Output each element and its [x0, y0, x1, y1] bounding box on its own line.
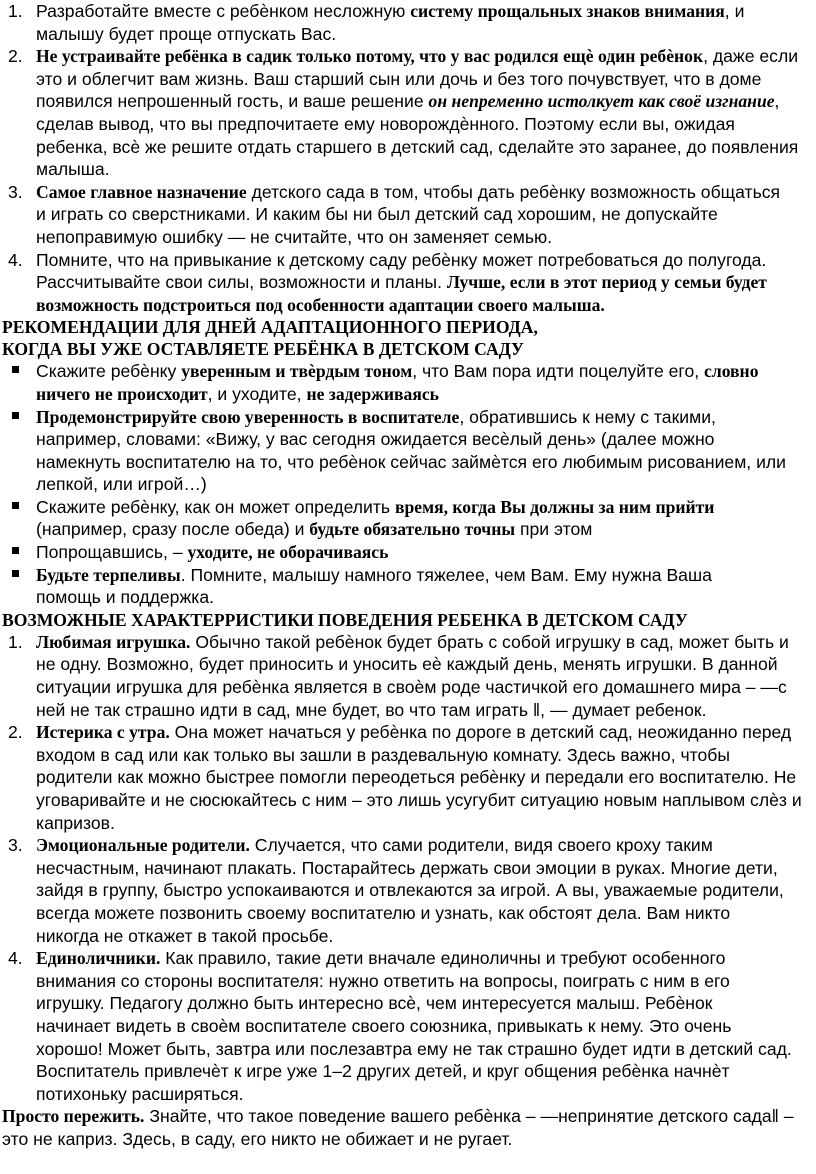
list-number: 1. — [8, 631, 23, 652]
bullet-text — [36, 541, 796, 564]
text-run: Знайте, что такое поведение вашего ребѐнка – ―непринятие детского сада‖ – это не каприз. Здесь, в саду, его никто не обижает и не ругает. — [2, 1106, 794, 1149]
list-item — [0, 249, 816, 317]
emphasis-text: Эмоциональные родители. — [36, 835, 250, 856]
text-run: , что Вам пора идти поцелуйте его, — [412, 361, 705, 382]
text-run: Обычно такой ребѐнок будет брать с собой игрушку в сад, может быть и не одну. Возможно, будет приносить и уносить еѐ каждый день, менять игрушки. В данной ситуации игрушка для ребѐнка является в своѐм роде частичкой его домашнего мира – ―с ней не так страшно идти в сад, мне будет, во что там играть ‖, ― думает ребенок. — [36, 631, 789, 720]
emphasis-text: уходите, не оборачиваясь — [187, 542, 389, 563]
list-number: 1. — [8, 1, 23, 21]
text-run: Помните, что на привыкание к детскому саду ребѐнку может потребоваться до полугода. Рассчитывайте свои силы, возможности и планы. — [36, 249, 767, 293]
bullet-item — [0, 496, 816, 541]
emphasis-text: Продемонстрируйте свою уверенность в воспитателе — [36, 406, 460, 427]
text-run: , и уходите, — [207, 383, 307, 404]
text-run: Разработайте вместе с ребѐнком несложную — [36, 1, 411, 21]
emphasis-text: Самое главное назначение — [36, 181, 247, 202]
list-number: 4. — [8, 249, 23, 270]
section-heading-recommendations — [0, 316, 816, 360]
heading-line: ВОЗМОЖНЫЕ ХАРАКТЕРРИСТИКИ ПОВЕДЕНИЯ РЕБЕНКА В ДЕТСКОМ САДУ — [2, 609, 688, 630]
text-run: Как правило, такие дети вначале единоличны и требуют особенного внимания со стороны воспитателя: нужно ответить на вопросы, поиграть с ним в его игрушку. Педагогу должно быть интересно всѐ, чем интересуется малыш. Ребѐнок начинает видеть в своѐм воспитателе своего союзника, привыкать к нему. Это очень хорошо! Может быть, завтра или послезавтра ему не так страшно будет идти в детский сад. Воспитатель привлечѐт к игре уже 1–2 других детей, и круг общения ребѐнка начнѐт потихоньку расширяться. — [36, 948, 792, 1104]
bullet-marker — [12, 502, 19, 509]
emphasis-text: Будьте терпеливы — [36, 564, 181, 585]
closing-paragraph — [0, 1105, 816, 1150]
bullet-item — [0, 360, 816, 405]
bullet-item — [0, 406, 816, 496]
list-item-text — [36, 0, 794, 45]
emphasis-text: систему прощальных знаков внимания — [410, 1, 725, 21]
list-item — [0, 631, 816, 721]
bullet-text — [36, 564, 776, 609]
list-number: 2. — [8, 46, 23, 67]
emphasis-text: уверенным и твѐрдым тоном — [181, 361, 413, 382]
text-run: Она может начаться у ребѐнка по дороге в детский сад, неожиданно перед входом в сад или как только вы зашли в раздевальную комнату. Здесь важно, чтобы родители как можно быстрее помогли переодеться ребѐнку и передали его воспитателю. Не уговаривайте и не сюсюкайтесь с ним – это лишь усугубит ситуацию новым наплывом слѐз и капризов. — [36, 722, 802, 833]
text-run: Случается, что сами родители, видя своего кроху таким несчастным, начинают плакать. Постарайтесь держать свои эмоции в руках. Многие дети, зайдя в группу, быстро успокаиваются и отвлекаются за игрой. А вы, уважаемые родители, всегда можете позвонить своему воспитателю и узнать, как обстоят дела. Вам никто никогда не откажет в такой просьбе. — [36, 835, 784, 946]
heading-line: РЕКОМЕНДАЦИИ ДЛЯ ДНЕЙ АДАПТАЦИОННОГО ПЕРИОДА, — [2, 317, 538, 338]
list-item — [0, 834, 816, 947]
bullet-item — [0, 541, 816, 564]
text-run: Скажите ребѐнку — [36, 361, 182, 382]
bullet-marker — [12, 366, 19, 373]
heading-line: КОГДА ВЫ УЖЕ ОСТАВЛЯЕТЕ РЕБЁНКА В ДЕТСКОМ САДУ — [2, 339, 524, 360]
text-run: Скажите ребѐнку, как он может определить — [36, 496, 395, 517]
text-run: детского сада в том, чтобы дать ребѐнку возможность общаться и играть со сверстниками. И каким бы ни был детский сад хорошим, не допускайте непоправимую ошибку — не считайте, что он заменяет семью. — [36, 181, 781, 247]
text-run: Попрощавшись, – — [36, 542, 188, 563]
text-run: , и малышу будет проще отпускать Вас. — [36, 1, 745, 44]
bullet-text — [36, 496, 756, 541]
text-run: , даже если это и облегчит вам жизнь. Ваш старший сын или дочь и без того почувствует, что в доме появился непрошенный гость, и ваше решение — [36, 46, 799, 112]
emphasis-text: Любимая игрушка. — [36, 631, 191, 652]
list-number: 4. — [8, 948, 23, 969]
list-item-text — [36, 834, 794, 947]
list-number: 2. — [8, 722, 23, 743]
list-item-text — [36, 181, 786, 249]
emphasis-text: словно ничего не происходит — [36, 361, 759, 404]
bullet-list — [0, 360, 816, 609]
section-heading-behavior — [0, 609, 816, 631]
bullet-marker — [12, 412, 19, 419]
emphasis-text: не задерживаясь — [306, 383, 439, 404]
list-number: 3. — [8, 181, 23, 202]
bullet-text — [36, 406, 796, 496]
text-run: при этом — [515, 519, 593, 540]
emphasis-text: Истерика с утра. — [36, 722, 170, 743]
emphasis-text: Просто пережить. — [2, 1106, 145, 1127]
list-item-text — [36, 631, 792, 721]
list-item-text — [36, 721, 808, 834]
list-item — [0, 721, 816, 834]
emphasis-text: будьте обязательно точны — [309, 519, 516, 540]
bullet-marker — [12, 547, 19, 554]
list-behavior — [0, 631, 816, 1105]
list-item-text — [36, 45, 802, 181]
text-run: . Помните, малышу намного тяжелее, чем Вам. Ему нужна Ваша помощь и поддержка. — [36, 564, 712, 608]
list-item-text — [36, 947, 792, 1105]
text-run: , сделав вывод, что вы предпочитаете ему новорождѐнного. Поэтому если вы, ожидая ребенка, всѐ же решите отдать старшего в детский сад, сделайте это заранее, до появления малыша. — [36, 91, 799, 180]
bullet-marker — [12, 570, 19, 577]
emphasis-text: он непременно истолкует как своё изгнание — [428, 91, 775, 112]
emphasis-text: Единоличники. — [36, 948, 161, 969]
bullet-text — [36, 360, 766, 405]
list-item — [0, 0, 816, 45]
emphasis-text: время, когда Вы должны за ним прийти — [394, 496, 715, 517]
bullet-item — [0, 564, 816, 609]
emphasis-text: Не устраивайте ребёнка в садик только потому, что у вас родился ещѐ один ребѐнок — [36, 46, 704, 67]
list-item — [0, 45, 816, 181]
text-run: (например, сразу после обеда) и — [36, 519, 310, 540]
list-item-text — [36, 249, 796, 317]
list-number: 3. — [8, 835, 23, 856]
list-item — [0, 947, 816, 1105]
emphasis-text: Лучше, если в этот период у семьи будет возможность подстроиться под особенности адаптации своего малыша. — [36, 272, 767, 315]
list-item — [0, 181, 816, 249]
text-run: , обратившись к нему с такими, например, словами: «Вижу, у вас сегодня ожидается весѐлый день» (далее можно намекнуть воспитателю на то, что ребѐнок сейчас займѐтся его любимым рисованием, или лепкой, или игрой…) — [36, 406, 786, 495]
